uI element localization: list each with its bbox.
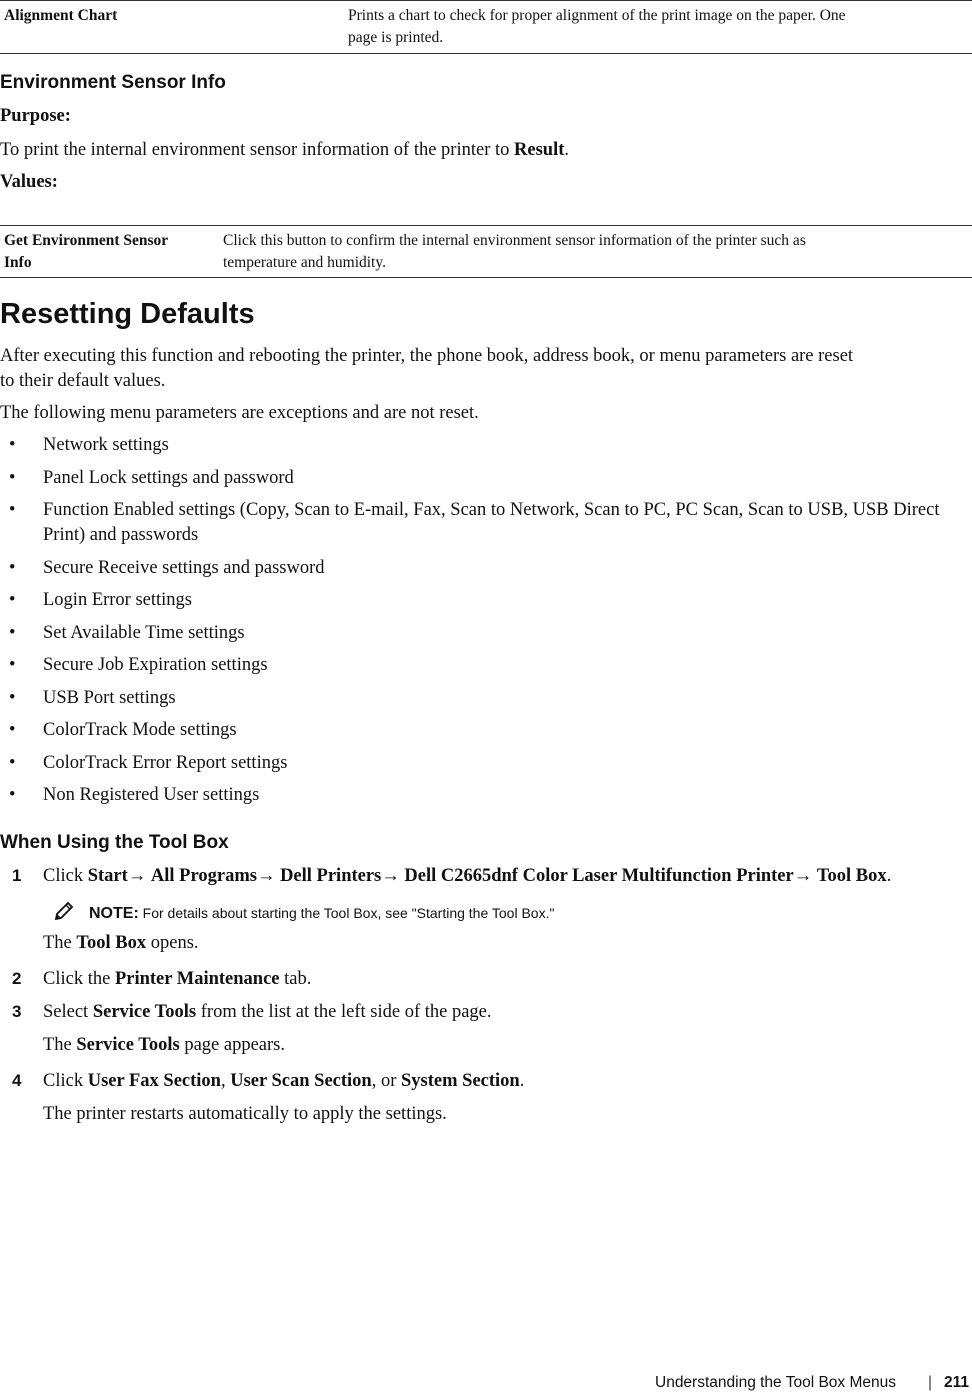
list-item: • Non Registered User settings: [9, 785, 260, 805]
env-sensor-table: [0, 225, 972, 278]
step-1-text: Click Start→ All Programs→ Dell Printers→ Dell C2665dnf Color Laser Multifunction Printer→ Tool Box.: [43, 866, 892, 886]
step-3-text: Select Service Tools from the list at the left side of the page.: [43, 1002, 492, 1022]
purpose-text: To print the internal environment sensor information of the printer to Result.: [0, 140, 570, 160]
values-label: Values:: [0, 172, 58, 192]
env-sensor-heading: Environment Sensor Info: [0, 72, 226, 93]
purpose-label: Purpose:: [0, 106, 71, 126]
list-item: • Secure Job Expiration settings: [9, 655, 268, 675]
pencil-icon: [53, 902, 75, 927]
resetting-defaults-heading: Resetting Defaults: [0, 298, 255, 330]
list-item: • Network settings: [9, 435, 169, 455]
step-2-text: Click the Printer Maintenance tab.: [43, 969, 312, 989]
step-number-1: 1: [12, 866, 22, 885]
step-4-text: Click User Fax Section, User Scan Section, or System Section.: [43, 1071, 525, 1091]
resetting-para1: After executing this function and rebooting the printer, the phone book, address book, or menu parameters are reset to their default values.: [0, 346, 854, 391]
list-item: • ColorTrack Error Report settings: [9, 752, 288, 773]
list-item: • Panel Lock settings and password: [9, 467, 294, 488]
service-tools-appears: The Service Tools page appears.: [43, 1035, 285, 1055]
tool-box-heading: When Using the Tool Box: [0, 832, 229, 853]
list-item: • Set Available Time settings: [9, 622, 245, 643]
note-label: NOTE:: [89, 905, 139, 923]
note: [43, 902, 554, 927]
list-item: • Function Enabled settings (Copy, Scan to E-mail, Fax, Scan to Network, Scan to PC, PC Scan, Scan to USB, USB Direct Print) and passwords: [9, 500, 940, 545]
list-item: • Secure Receive settings and password: [9, 557, 325, 578]
list-item: • Login Error settings: [9, 590, 193, 610]
list-item: • ColorTrack Mode settings: [9, 720, 237, 740]
tool-box-opens: The Tool Box opens.: [43, 933, 199, 953]
step-number-4: 4: [12, 1071, 22, 1090]
exceptions-list: [0, 433, 972, 816]
step-number-2: 2: [12, 969, 22, 988]
get-env-sensor-info-desc: Click this button to confirm the internal environment sensor information of the printer such as temperature and humidity.: [223, 232, 806, 271]
printer-restarts: The printer restarts automatically to apply the settings.: [43, 1104, 447, 1124]
list-item: • USB Port settings: [9, 687, 176, 708]
get-env-sensor-info-label: Get Environment Sensor Info: [4, 232, 169, 271]
alignment-chart-table: [0, 0, 972, 54]
step-number-3: 3: [12, 1002, 22, 1021]
footer-section-title: Understanding the Tool Box Menus: [655, 1374, 896, 1391]
resetting-para2: The following menu parameters are exceptions and are not reset.: [0, 403, 479, 423]
note-text: For details about starting the Tool Box, see "Starting the Tool Box.": [138, 905, 555, 922]
footer-separator: |: [928, 1374, 933, 1391]
page-number: 211: [944, 1374, 970, 1391]
alignment-chart-label: Alignment Chart: [4, 7, 118, 24]
alignment-chart-desc: Prints a chart to check for proper alignment of the print image on the paper. One page is printed.: [348, 7, 846, 46]
